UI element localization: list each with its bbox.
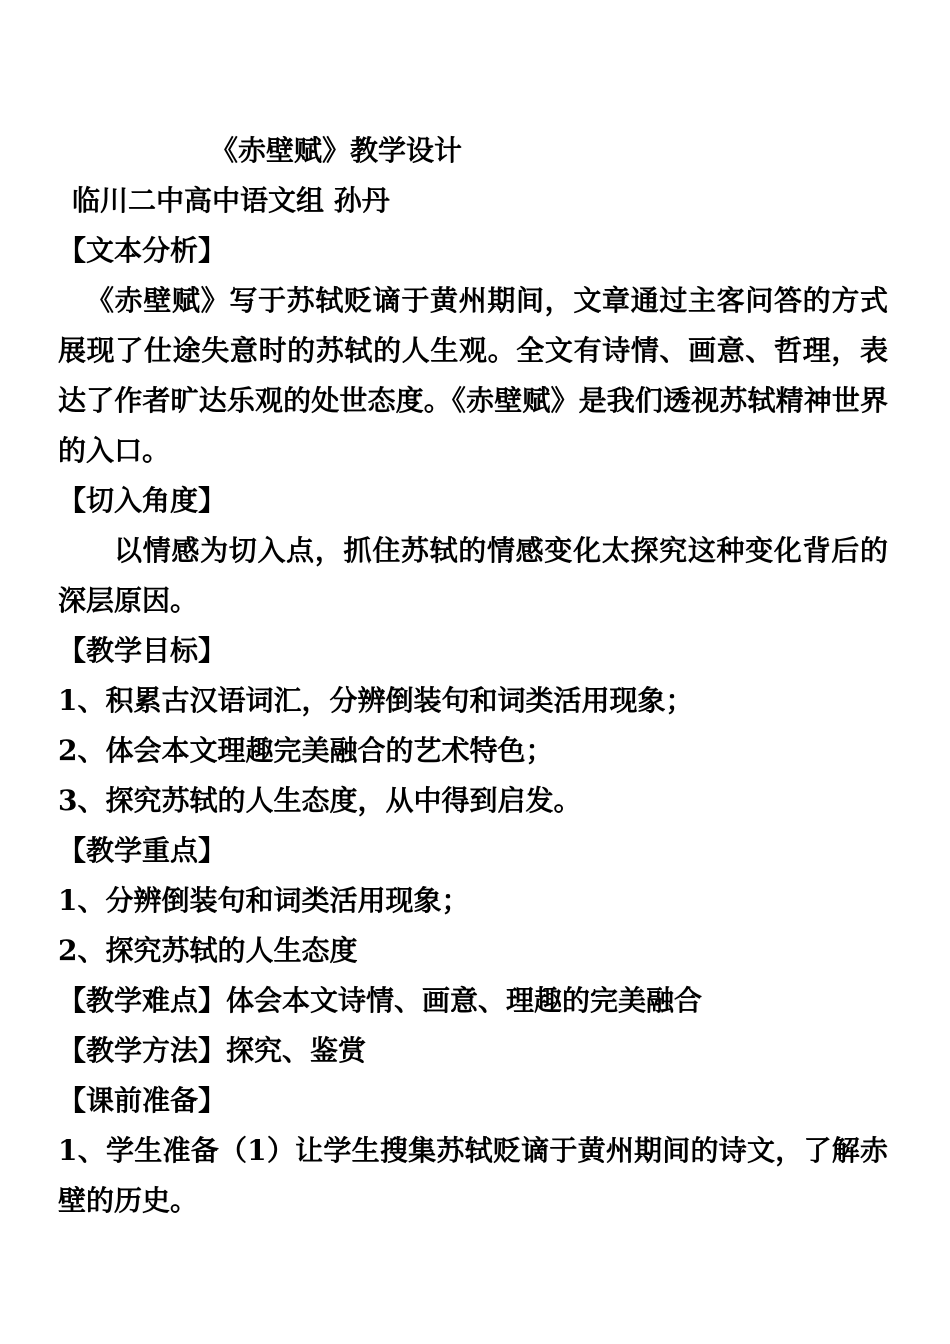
key-point-item: 2、探究苏轼的人生态度 (58, 934, 358, 967)
paragraph-text-analysis: 《赤壁赋》写于苏轼贬谪于黄州期间，文章通过主客问答的方式展现了仕途失意时的苏轼的人生观。全文有诗情、画意、哲理，表达了作者旷达乐观的处世态度。《赤壁赋》是我们透视苏轼精神世界的入口。 (58, 284, 888, 467)
heading-objectives: 【教学目标】 (58, 634, 227, 667)
objective-item: 3、探究苏轼的人生态度，从中得到启发。 (58, 784, 582, 817)
objective-item: 1、积累古汉语词汇，分辨倒装句和词类活用现象； (58, 684, 694, 717)
heading-preparation: 【课前准备】 (58, 1084, 227, 1117)
heading-text-analysis: 【文本分析】 (58, 234, 227, 267)
key-point-item: 1、分辨倒装句和词类活用现象； (58, 884, 470, 917)
heading-key-points: 【教学重点】 (58, 834, 227, 867)
paragraph-entry-angle: 以情感为切入点，抓住苏轼的情感变化太探究这种变化背后的深层原因。 (58, 534, 888, 617)
objective-item: 2、体会本文理趣完美融合的艺术特色； (58, 734, 554, 767)
difficulty-line: 【教学难点】体会本文诗情、画意、理趣的完美融合 (58, 984, 703, 1017)
paragraph-preparation: 1、学生准备（1）让学生搜集苏轼贬谪于黄州期间的诗文，了解赤壁的历史。 (58, 1134, 888, 1217)
author-line: 临川二中高中语文组 孙丹 (72, 184, 390, 217)
document-title: 《赤壁赋》教学设计 (210, 134, 463, 167)
heading-entry-angle: 【切入角度】 (58, 484, 227, 517)
method-line: 【教学方法】探究、鉴赏 (58, 1034, 367, 1067)
